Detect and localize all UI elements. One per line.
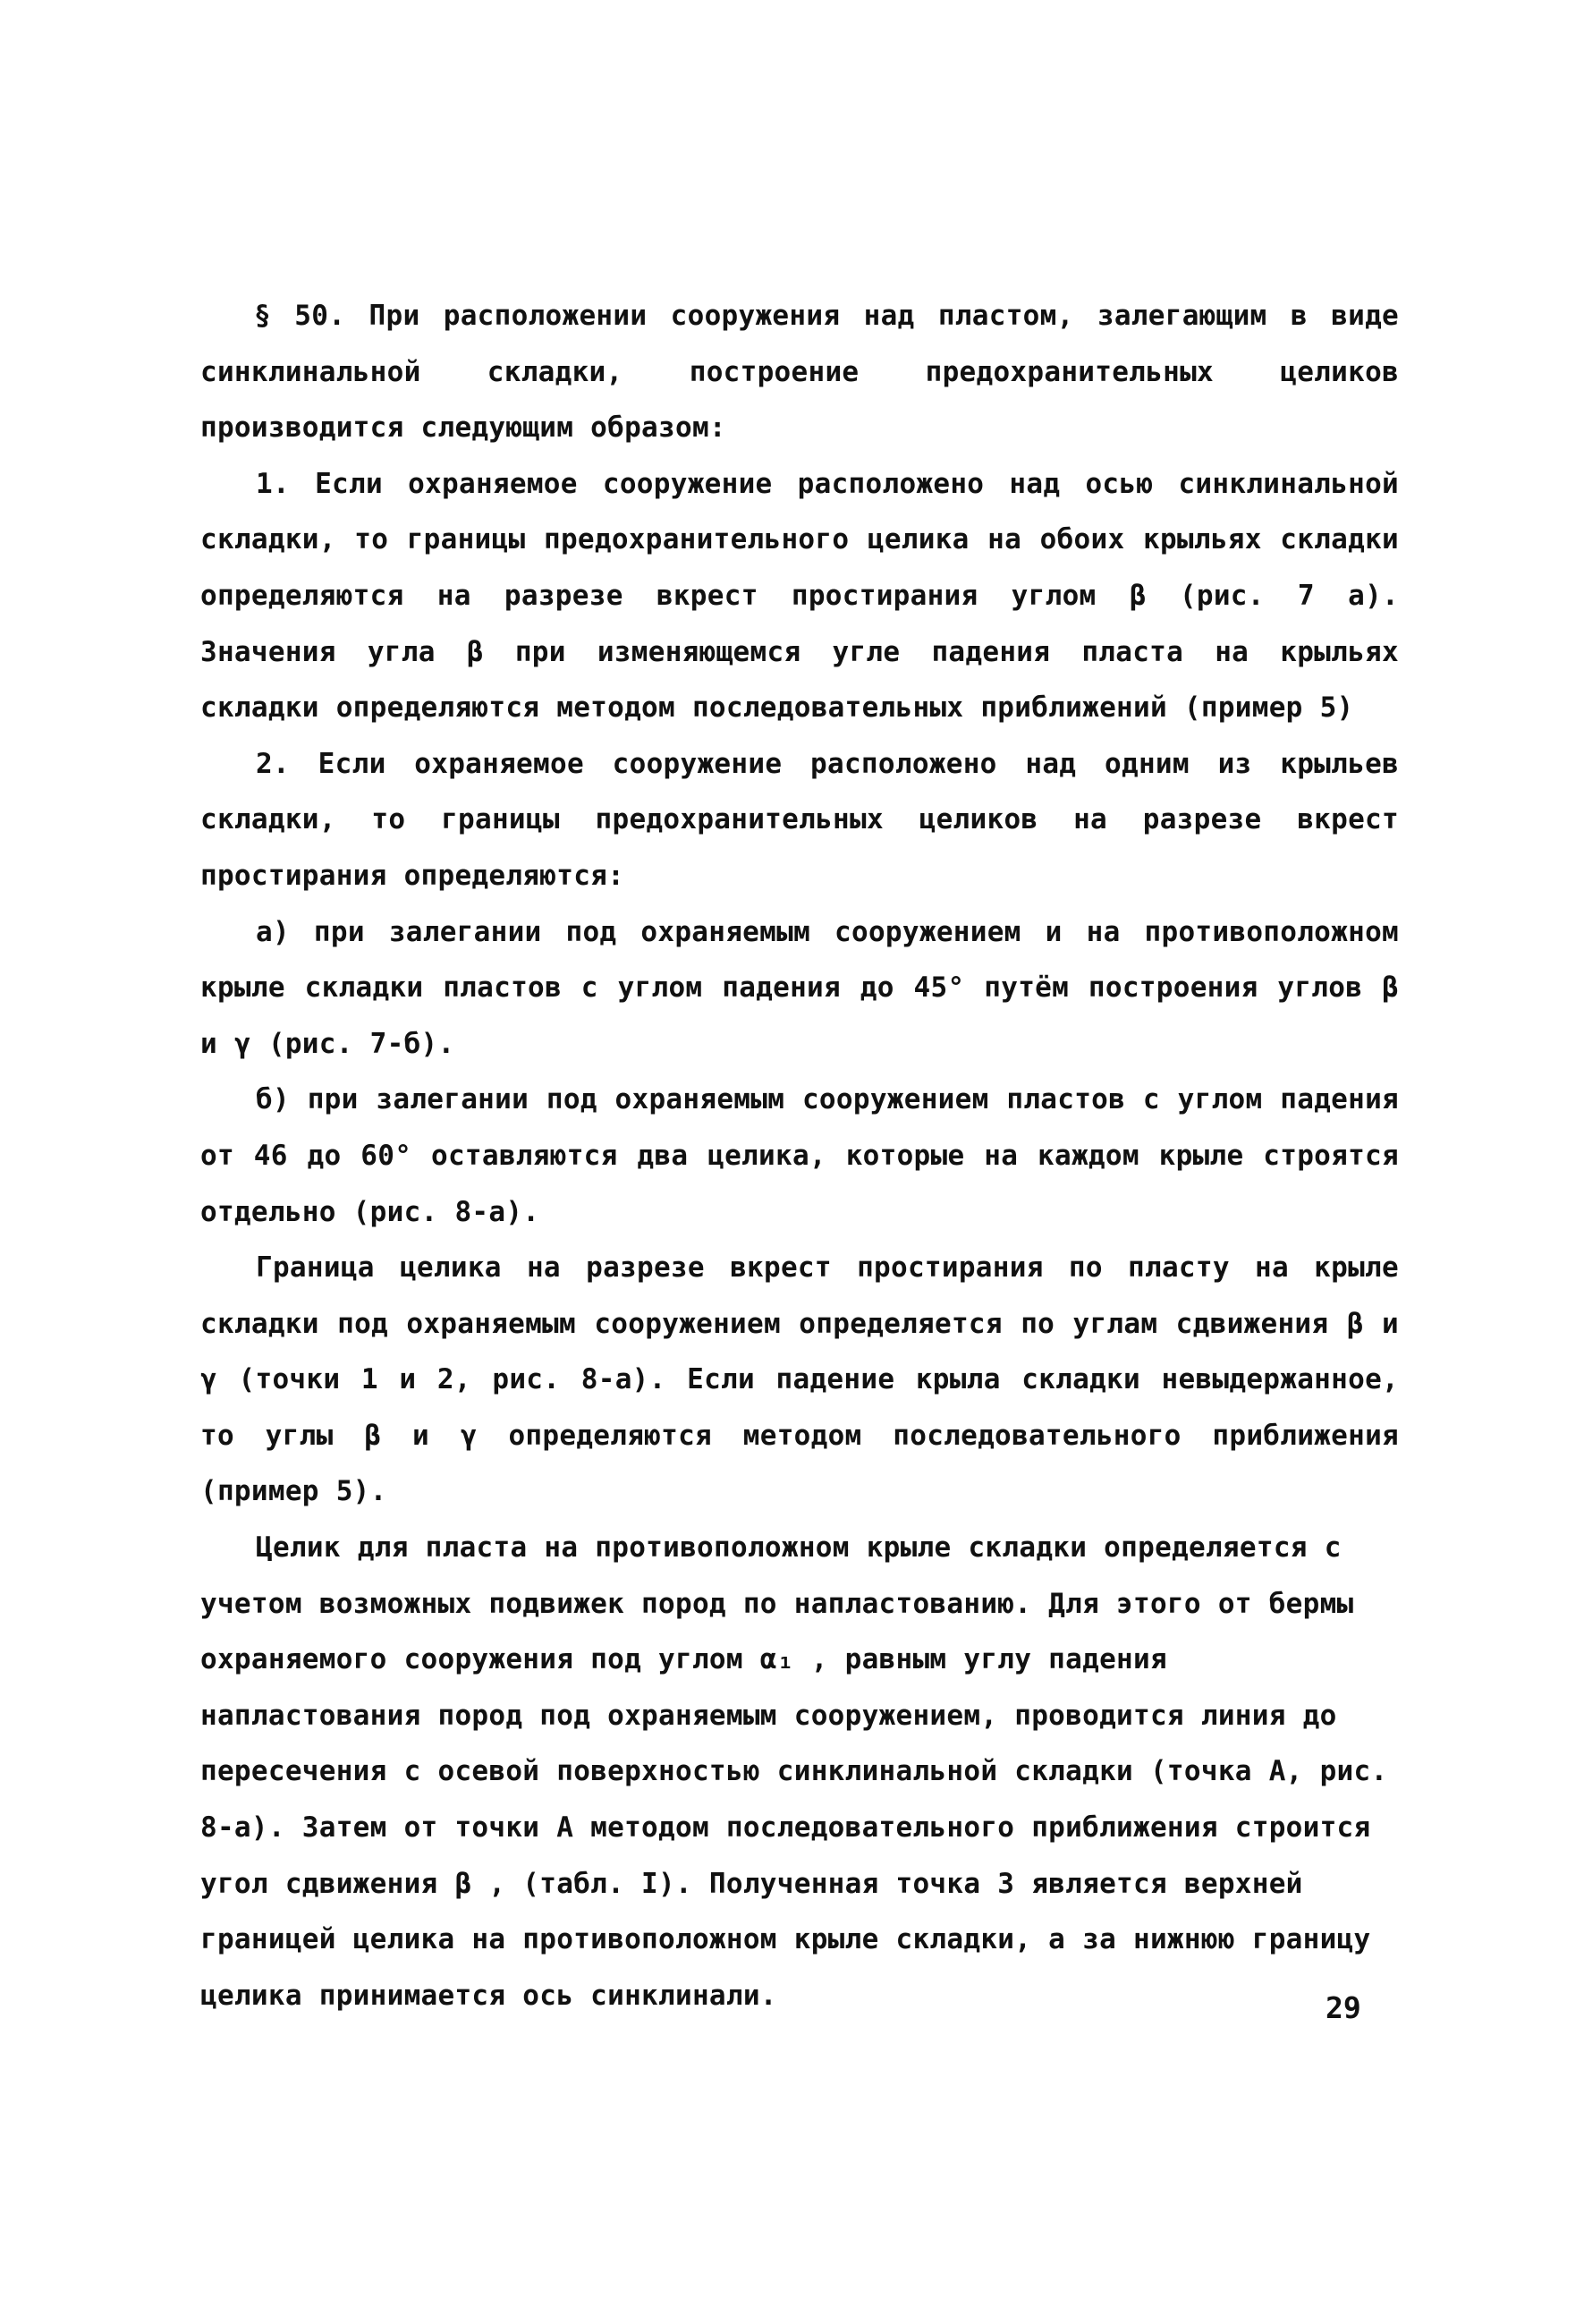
paragraph-pillar-boundary: Граница целика на разрезе вкрест простирания по пласту на крыле складки под охраняемым сооружением определяется по углам сдвижения β и γ (точки 1 и 2, рис. 8-а). Если падение крыла складки невыдержанное, то углы β и γ определяются методом последовательного приближения (пример 5). <box>200 1251 1399 1508</box>
paragraph-section-50: § 50. При расположении сооружения над пластом, залегающим в виде синклинальной складки, построение предохранительных целиков производится следующим образом: <box>200 300 1399 445</box>
paragraph-item-b: б) при залегании под охраняемым сооружением пластов с углом падения от 46 до 60° оставляются два целика, которые на каждом крыле строятся отдельно (рис. 8-а). <box>200 1083 1399 1228</box>
paragraph-item-2: 2. Если охраняемое сооружение расположено над одним из крыльев складки, то границы предохранительных целиков на разрезе вкрест простирания определяются: <box>200 747 1399 892</box>
paragraph-item-1: 1. Если охраняемое сооружение расположено над осью синклинальной складки, то границы предохранительного целика на обоих крыльях складки определяются на разрезе вкрест простирания углом β (рис. 7 а). Значения угла β при изменяющемся угле падения пласта на крыльях складки определяются методом последовательных приближений (пример 5) <box>200 467 1399 725</box>
paragraph-item-a: а) при залегании под охраняемым сооружением и на противоположном крыле складки пластов с углом падения до 45° путём построения углов β и γ (рис. 7-б). <box>200 915 1399 1060</box>
page-number: 29 <box>1326 1990 1361 2025</box>
paragraph-opposite-limb: Целик для пласта на противоположном крыле складки определяется с учетом возможных подвижек пород по напластованию. Для этого от бермы охраняемого сооружения под углом α₁ , равным углу падения напластования пород под охраняемым сооружением, проводится линия до пересечения с осевой поверхностью синклинальной складки (точка А, рис. 8-а). Затем от точки А методом последовательного приближения строится угол сдвижения β , (табл. I). Полученная точка 3 является верхней границей целика на противоположном крыле складки, а за нижнюю границу целика принимается ось синклинали. <box>200 1531 1388 2012</box>
body-text <box>200 288 1399 2023</box>
